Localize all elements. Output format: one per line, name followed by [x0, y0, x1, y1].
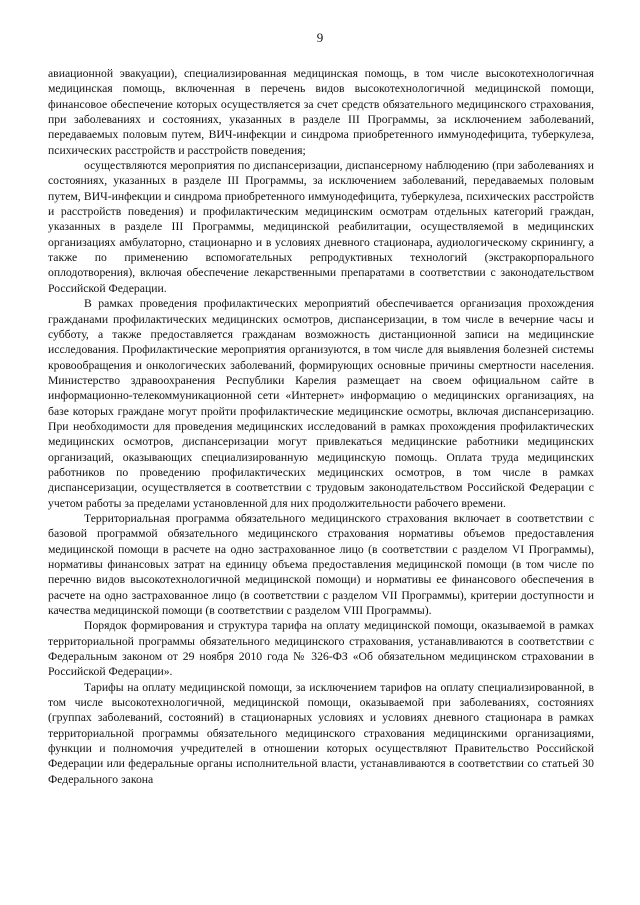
paragraph: Порядок формирования и структура тарифа на оплату медицинской помощи, оказываемой в рамках территориальной программы обязательного медицинского страхования, устанавливаются в соответствии с Федеральным законом от 29 ноября 2010 года № 326-ФЗ «Об обязательном медицинском страховании в Российской Федерации». — [48, 619, 594, 679]
paragraph: авиационной эвакуации), специализированная медицинская помощь, в том числе высокотехнологичная медицинская помощь, включенная в перечень видов высокотехнологичной медицинской помощи, финансовое обеспечение которых осуществляется за счет средств обязательного медицинского страхования, при заболеваниях и состояниях, указанных в разделе III Программы, за исключением заболеваний, передаваемых половым путем, ВИЧ-инфекции и синдрома приобретенного иммунодефицита, туберкулеза, психических расстройств и расстройств поведения; — [48, 67, 594, 157]
paragraph: В рамках проведения профилактических мероприятий обеспечивается организация прохождения гражданами профилактических медицинских осмотров, диспансеризации, в том числе в вечерние часы и субботу, а также предоставляется гражданам возможность дистанционной записи на медицинские исследования. Профилактические мероприятия организуются, в том числе для выявления болезней системы кровообращения и онкологических заболеваний, формирующих основные причины смертности населения. Министерство здравоохранения Республики Карелия размещает на своем официальном сайте в информационно-телекоммуникационной сети «Интернет» информацию о медицинских организациях, на базе которых граждане могут пройти профилактические медицинские осмотры, включая диспансеризацию. При необходимости для проведения медицинских исследований в рамках прохождения профилактических медицинских осмотров, диспансеризации могут привлекаться медицинские работники медицинских организаций, оказывающих специализированную медицинскую помощь. Оплата труда медицинских работников по проведению профилактических медицинских осмотров, в том числе в рамках диспансеризации, осуществляется в соответствии с трудовым законодательством Российской Федерации с учетом работы за пределами установленной для них продолжительности рабочего времени. — [48, 297, 594, 510]
document-body — [48, 66, 594, 787]
paragraph: Тарифы на оплату медицинской помощи, за исключением тарифов на оплату специализированной, в том числе высокотехнологичной, медицинской помощи, оказываемой при заболеваниях, состояниях (группах заболеваний, состояний) в стационарных условиях и условиях дневного стационара в рамках территориальной программы обязательного медицинского страхования медицинскими организациями, функции и полномочия учредителей в отношении которых осуществляют Правительство Российской Федерации или федеральные органы исполнительной власти, устанавливаются в соответствии со статьей 30 Федерального закона — [48, 680, 594, 786]
paragraph: Территориальная программа обязательного медицинского страхования включает в соответствии с базовой программой обязательного медицинского страхования нормативы объемов предоставления медицинской помощи в расчете на одно застрахованное лицо (в соответствии с разделом VI Программы), нормативы финансовых затрат на единицу объема предоставления медицинской помощи (в том числе по перечню видов высокотехнологичной медицинской помощи) и нормативы ее финансового обеспечения в расчете на одно застрахованное лицо (в соответствии с разделом VII Программы), критерии доступности и качества медицинской помощи (в соответствии с разделом VIII Программы). — [48, 511, 594, 618]
page-number: 9 — [316, 30, 324, 45]
paragraph: осуществляются мероприятия по диспансеризации, диспансерному наблюдению (при заболеваниях и состояниях, указанных в разделе III Программы, за исключением заболеваний, передаваемых половым путем, ВИЧ-инфекции и синдрома приобретенного иммунодефицита, туберкулеза, психических расстройств и расстройств поведения) и профилактическим медицинским осмотрам отдельных категорий граждан, указанных в разделе III Программы, медицинской реабилитации, осуществляемой в медицинских организациях амбулаторно, стационарно и в условиях дневного стационара, аудиологическому скринингу, а также по применению вспомогательных репродуктивных технологий (экстракорпорального оплодотворения), включая обеспечение лекарственными препаратами в соответствии с законодательством Российской Федерации. — [48, 159, 594, 295]
